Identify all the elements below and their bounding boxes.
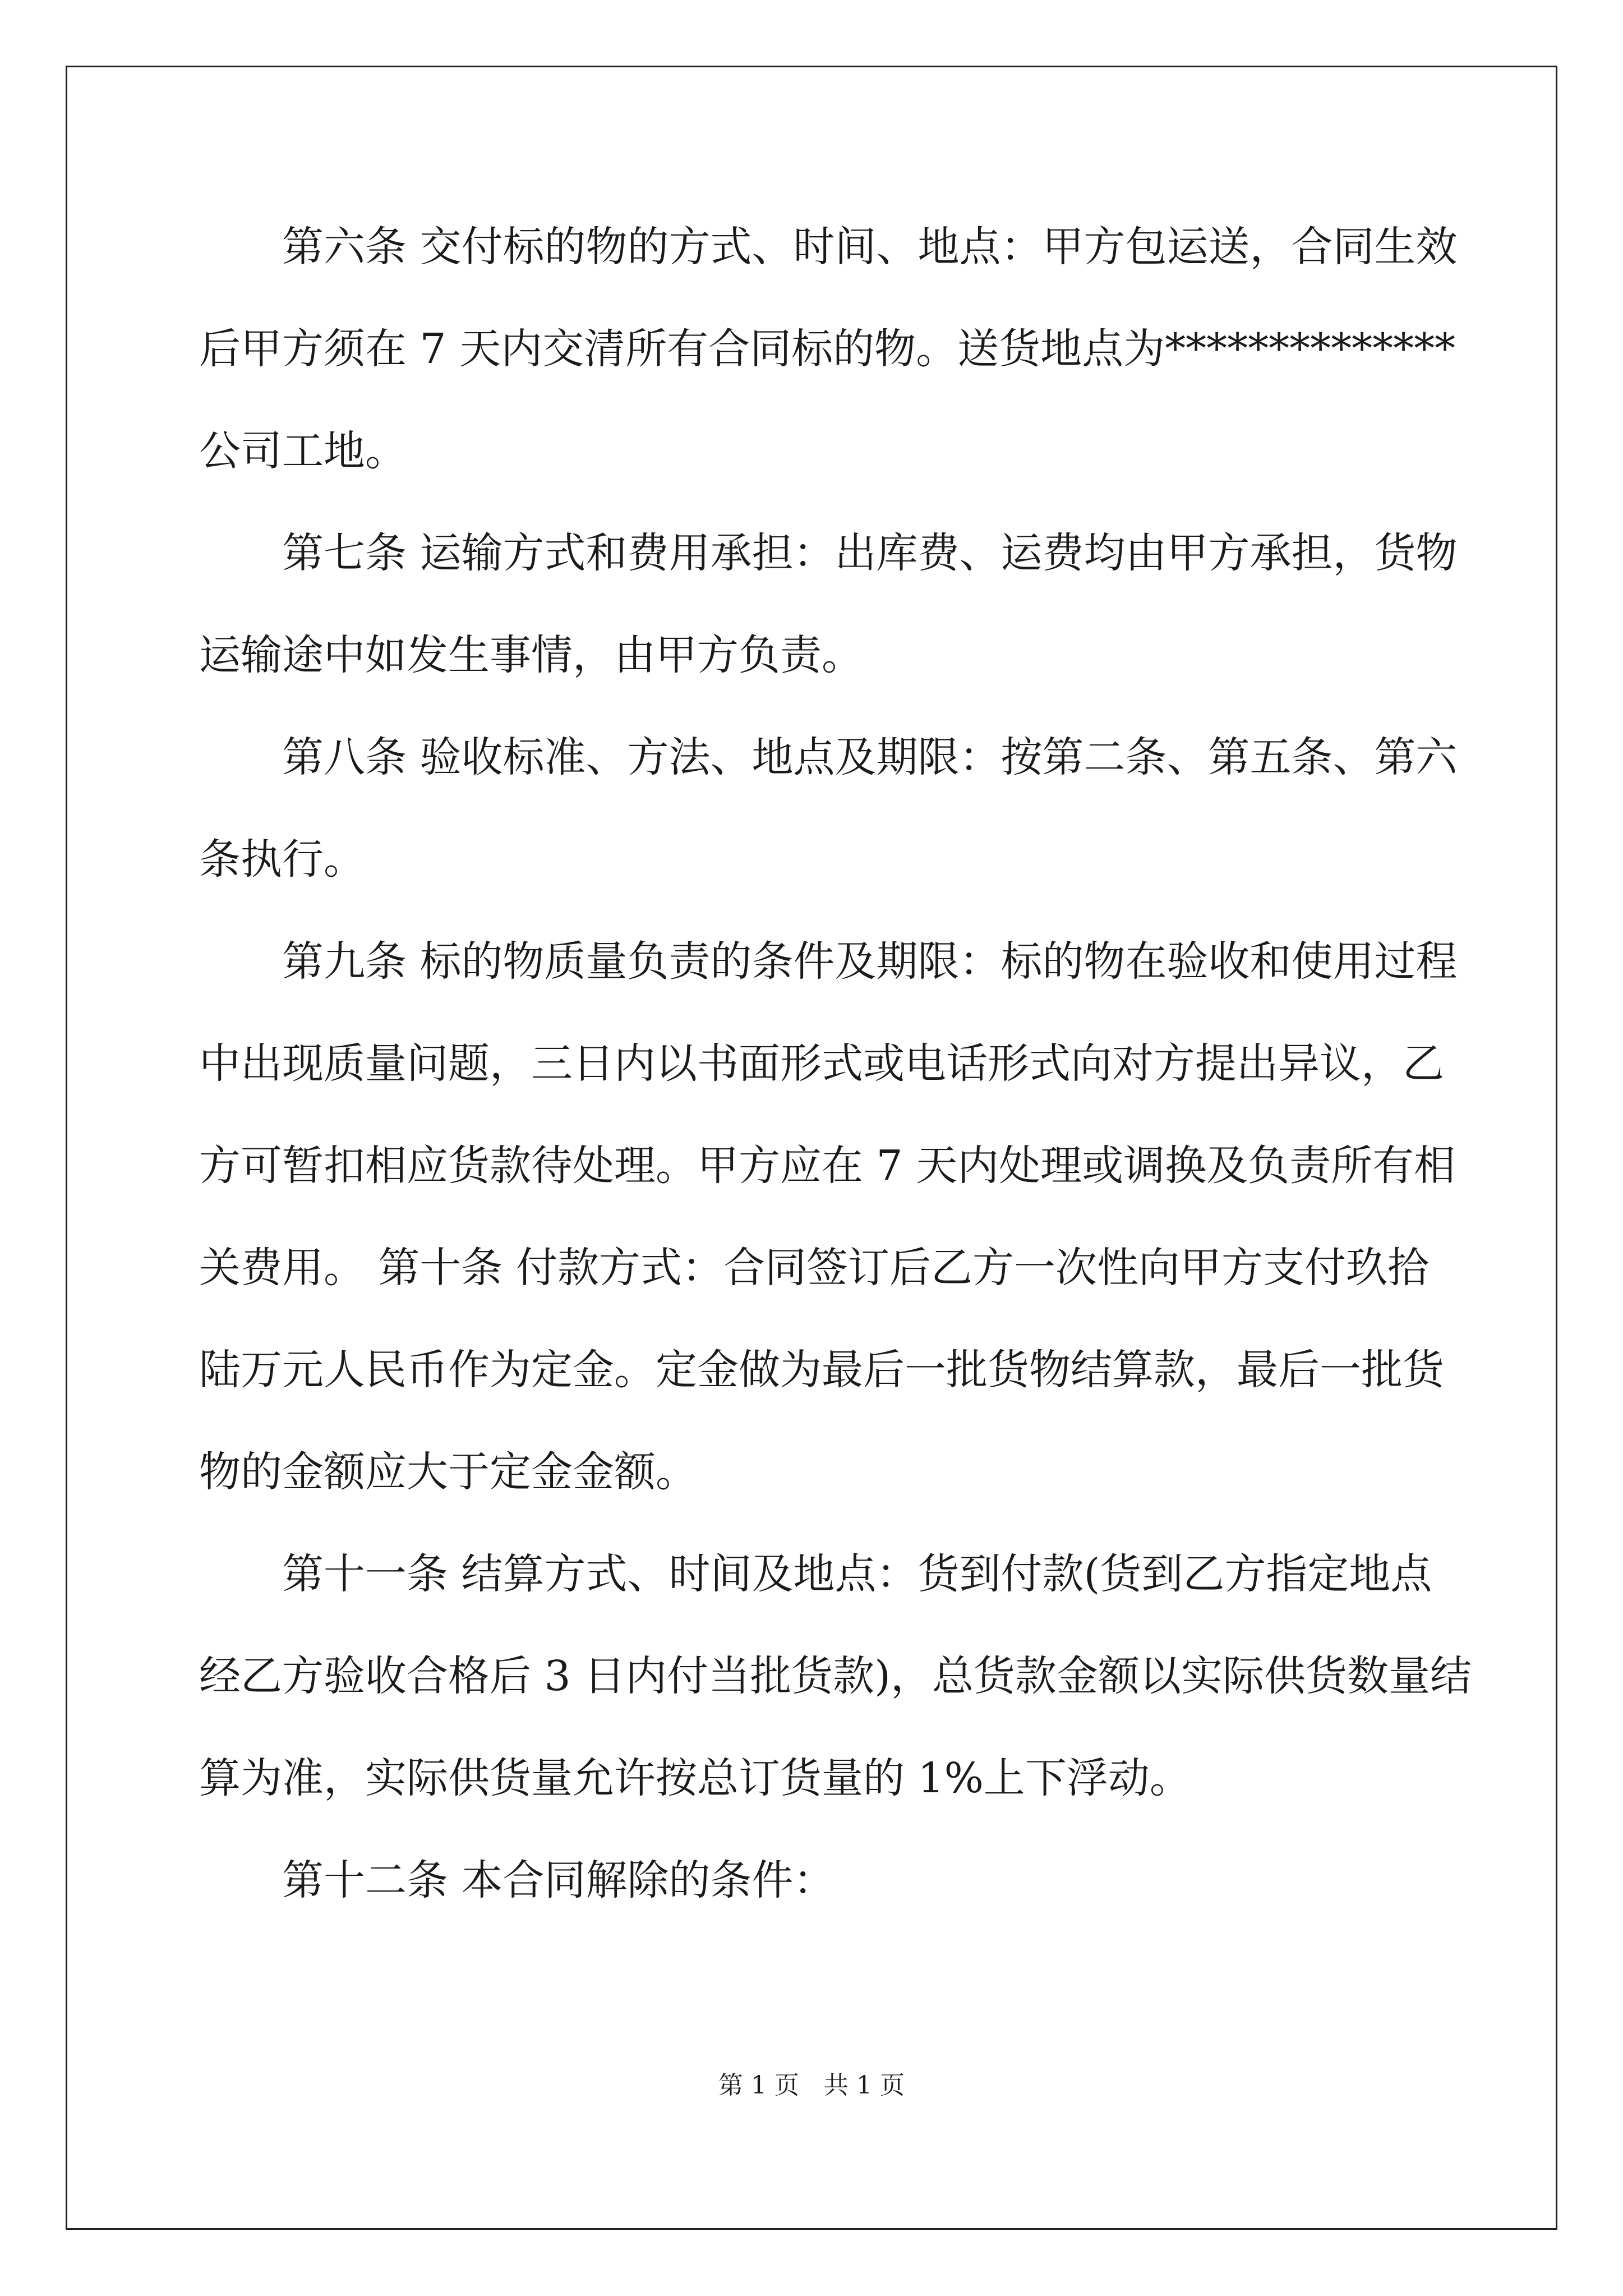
clause-11-line-1: 第十一条 结算方式、时间及地点：货到付款(货到乙方指定地点 — [282, 1550, 1432, 1598]
clause-6-line-2: 后甲方须在 7 天内交清所有合同标的物。送货地点为************** — [199, 325, 1456, 373]
clause-8-line-2: 条执行。 — [199, 835, 365, 884]
clause-9-line-5: 陆万元人民币作为定金。定金做为最后一批货物结算款，最后一批货 — [199, 1346, 1444, 1394]
clause-7-line-2: 运输途中如发生事情，由甲方负责。 — [199, 631, 863, 679]
clause-9-line-3: 方可暂扣相应货款待处理。甲方应在 7 天内处理或调换及负责所有相 — [199, 1142, 1456, 1190]
clause-12-line-1: 第十二条 本合同解除的条件： — [282, 1856, 835, 1904]
clause-7-line-1: 第七条 运输方式和费用承担：出库费、运费均由甲方承担，货物 — [282, 529, 1458, 577]
clause-11-line-2: 经乙方验收合格后 3 日内付当批货款)，总货款金额以实际供货数量结 — [199, 1652, 1472, 1700]
clause-9-line-4: 关费用。 第十条 付款方式：合同签订后乙方一次性向甲方支付玖拾 — [199, 1244, 1430, 1292]
clause-9-line-2: 中出现质量问题，三日内以书面形式或电话形式向对方提出异议，乙 — [199, 1039, 1444, 1088]
clause-9-line-1: 第九条 标的物质量负责的条件及期限：标的物在验收和使用过程 — [282, 937, 1458, 986]
clause-11-line-3: 算为准，实际供货量允许按总订货量的 1%上下浮动。 — [199, 1754, 1191, 1802]
clause-9-line-6: 物的金额应大于定金金额。 — [199, 1448, 697, 1496]
clause-6-line-1: 第六条 交付标的物的方式、时间、地点：甲方包运送，合同生效 — [282, 223, 1458, 271]
clause-6-line-3: 公司工地。 — [199, 427, 407, 475]
clause-8-line-1: 第八条 验收标准、方法、地点及期限：按第二条、第五条、第六 — [282, 733, 1458, 781]
page-number: 第 1 页 共 1 页 — [718, 2071, 905, 2100]
